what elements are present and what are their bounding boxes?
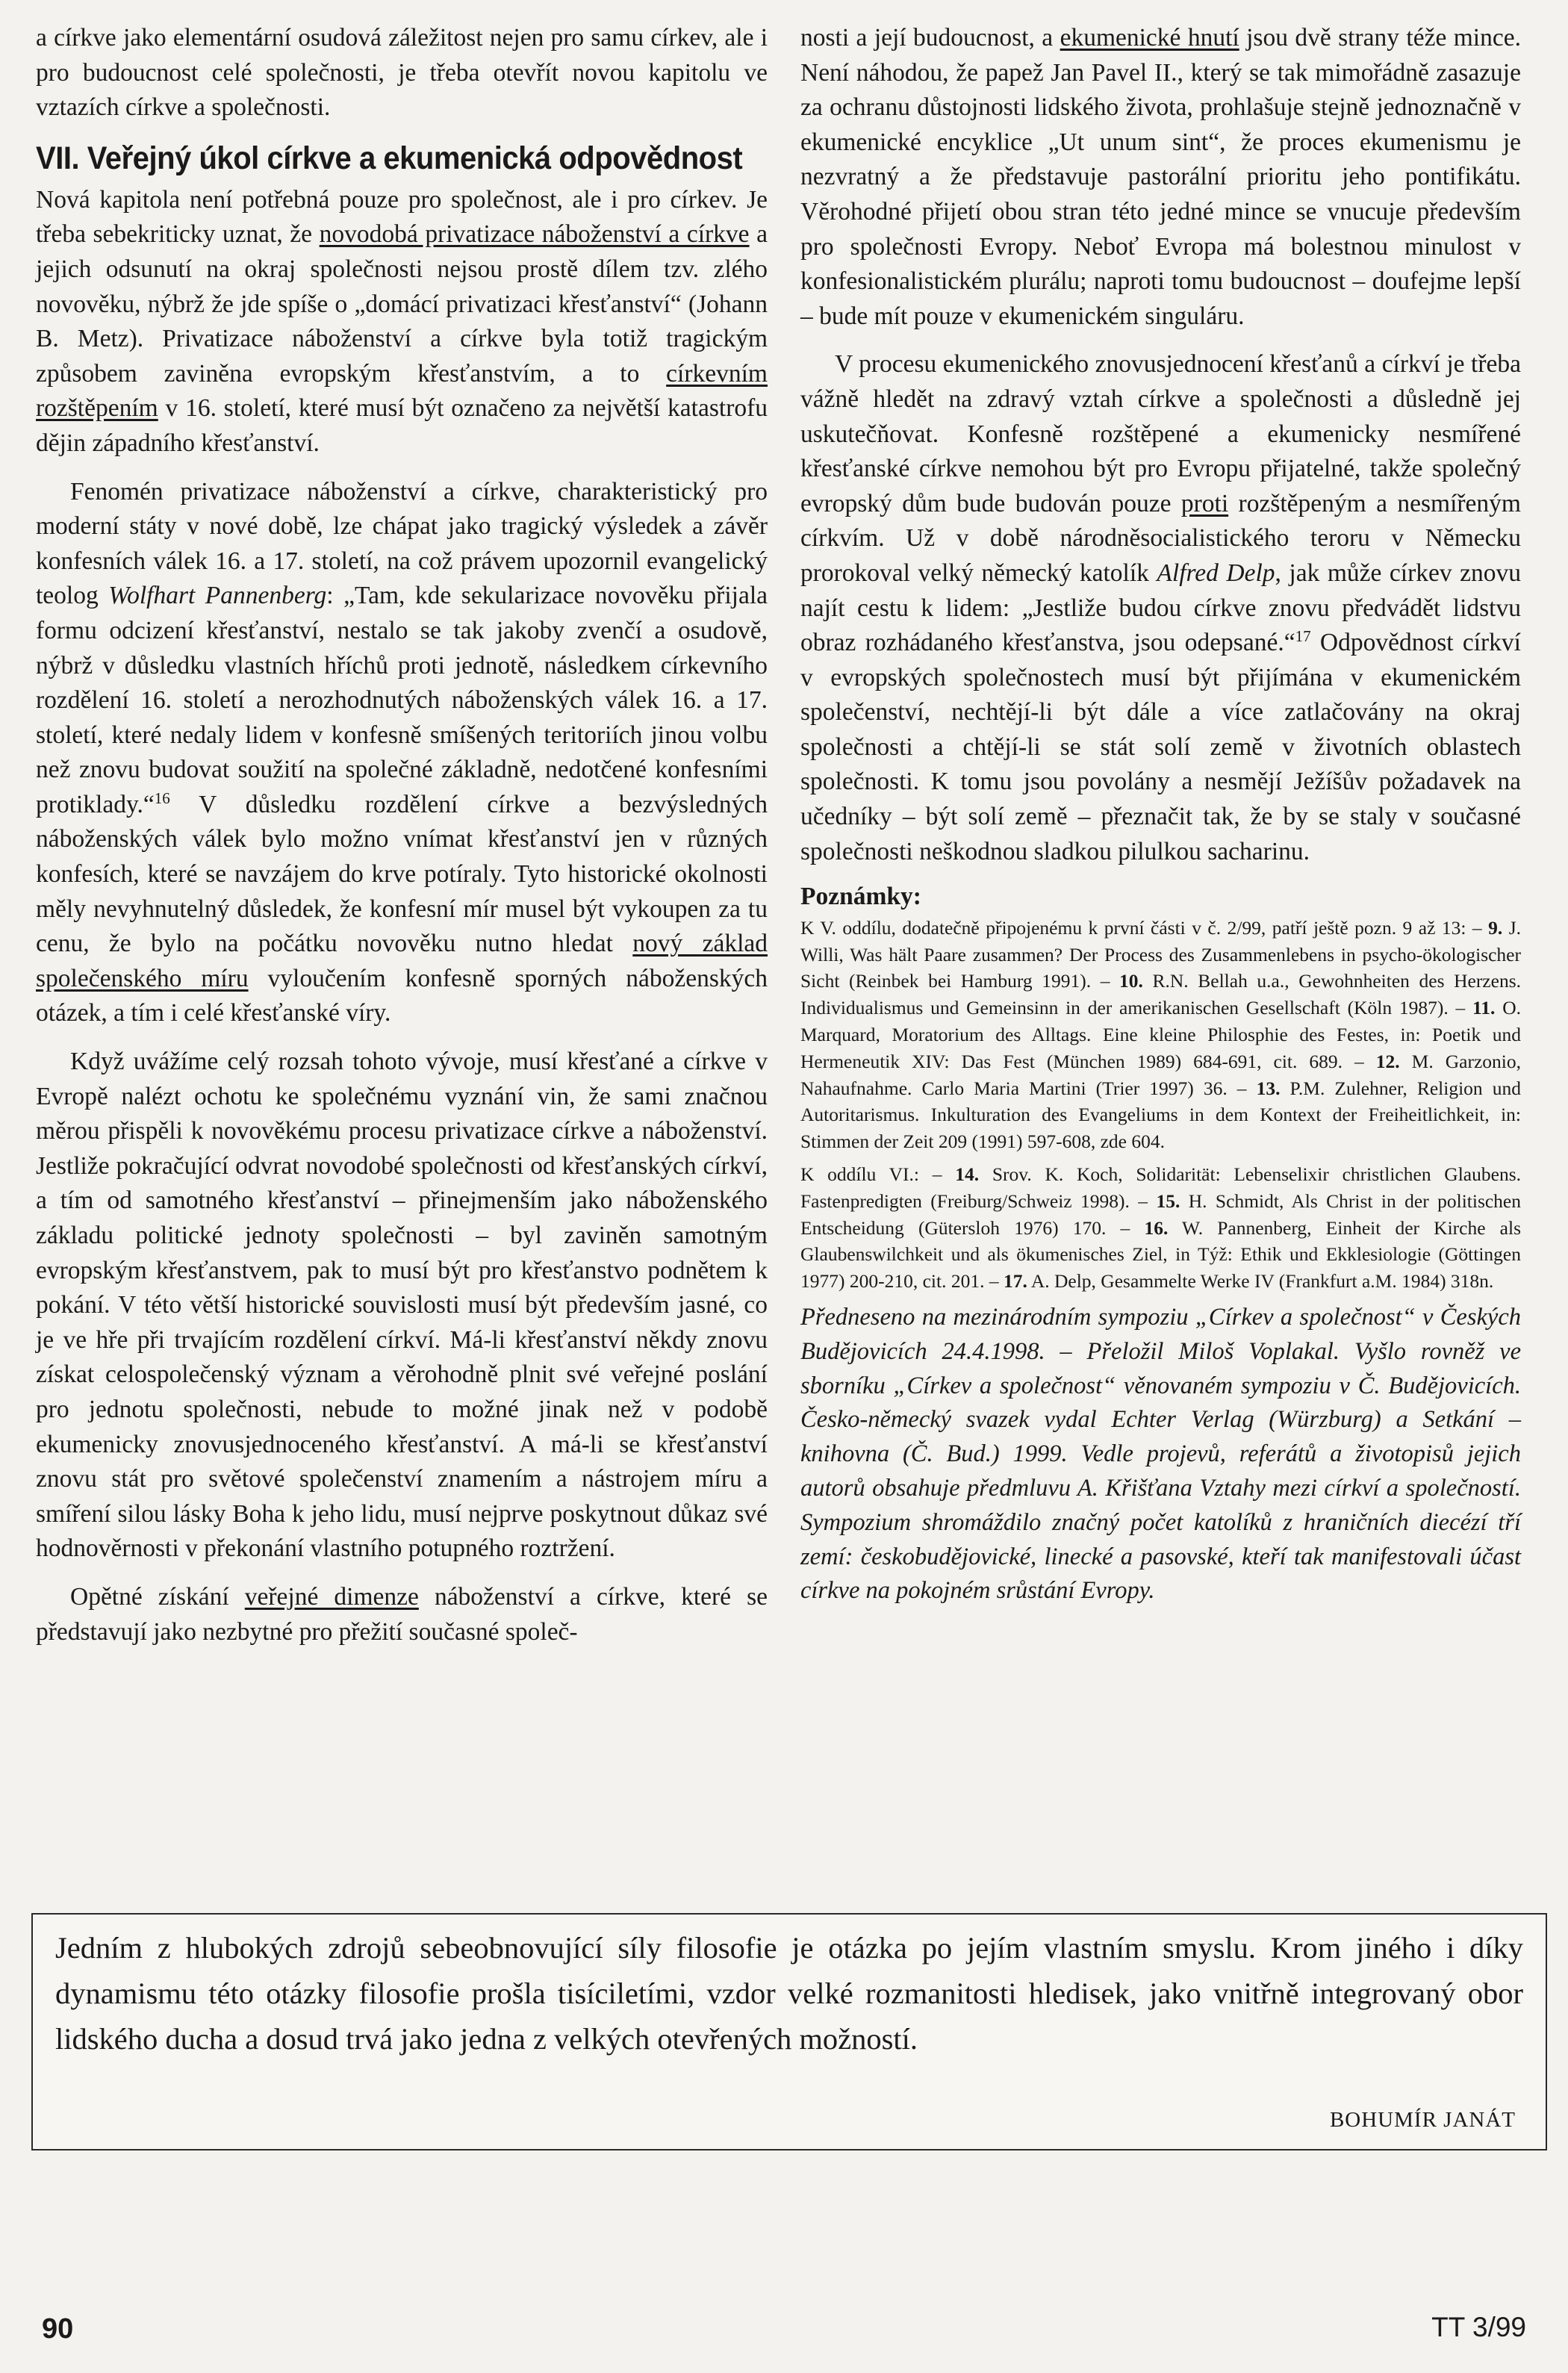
underlined-phrase: ekumenické hnutí <box>1060 24 1239 52</box>
notes-title: Poznámky: <box>800 883 921 911</box>
journal-issue: TT 3/99 <box>1431 2312 1526 2342</box>
paragraph-continued: a církve jako elementární osudová záležitost nejen pro samu církev, ale i pro budoucnost celé společnosti, je třeba otevřít novou kapitolu ve vztazích církve a společnosti. <box>36 24 768 122</box>
underlined-phrase: nový základ společenského míru <box>36 930 768 992</box>
note-block: K V. oddílu, dodatečně připojenému k první části v č. 2/99, patří ještě pozn. 9 až 13: – 9. J. Willi, Was hält Paare zusammen? Der Process des Zusammenlebens in psycho-ökologischer Sicht (Reinbek bei Hamburg 1991). – 10. R.N. Bellah u.a., Gewohnheiten des Herzens. Individualismus und Gemeinsinn in der amerikanischen Gesellschaft (Köln 1987). – 11. O. Marquard, Moratorium des Alltags. Eine kleine Philosphie des Festes, in: Poetik und Hermeneutik XIV: Das Fest (München 1989) 684-691, cit. 689. – 12. M. Garzonio, Nahaufnahme. Carlo Maria Martini (Trier 1997) 36. – 13. P.M. Zulehner, Religion und Autoritarismus. Inkulturation des Evangeliums in dem Kontext der Freiheitlichkeit, in: Stimmen der Zeit 209 (1991) 597-608, zde 604. <box>800 916 1521 1153</box>
section-heading: VII. Veřejný úkol církve a ekumenická odpovědnost <box>36 140 743 176</box>
underlined-phrase: veřejné dimenze <box>244 1582 419 1611</box>
underlined-phrase: proti <box>1180 489 1229 517</box>
footnote-ref: 17 <box>1295 626 1311 645</box>
paragraph-continued: nosti a její budoucnost, a ekumenické hnutí jsou dvě strany téže mince. Není náhodou, že papež Jan Pavel II., který se tak mimořádně zasazuje za ochranu důstojnosti lidského života, prohlašuje stejně jednoznačně v ekumenické encyklice „Ut unum sint“, že proces ekumenismu je nezvratný a že představuje pastorální prioritu jeho pontifikátu. Věrohodné přijetí obou stran této jedné mince se vnucuje především pro společnosti Evropy. Neboť Evropa má bolestnou minulost v konfesionalistickém plurálu; naproti tomu budoucnost – doufejme lepší – bude mít pouze v ekumenickém singuláru. <box>800 24 1521 330</box>
author-name: Wolfhart Pannenberg <box>108 582 327 610</box>
note-block: K oddílu VI.: – 14. Srov. K. Koch, Solidarität: Lebenselixir christlichen Glaubens. Fastenpredigten (Freiburg/Schweiz 1998). – 15. H. Schmidt, Als Christ in der politischen Entscheidung (Gütersloh 1976) 170. – 16. W. Pannenberg, Einheit der Kirche als Glaubenswilchkeit und als ökumenisches Ziel, in Týž: Ethik und Ekklesiologie (Göttingen 1977) 200-210, cit. 201. – 17. A. Delp, Gesammelte Werke IV (Frankfurt a.M. 1984) 318n. <box>800 1163 1522 1293</box>
page-number: 90 <box>42 2313 74 2345</box>
paragraph: Nová kapitola není potřebná pouze pro společnost, ale i pro církev. Je třeba sebekriticky uznat, že novodobá privatizace náboženství a církve a jejich odsunutí na okraj společnosti nejsou prostě dílem tzv. zlého novověku, nýbrž že jde spíše o „domácí privatizaci křesťanství“ (Johann B. Metz). Privatizace náboženství a církve byla totiž tragickým způsobem zaviněna evropským křesťanstvím, a to církevním rozštěpením v 16. století, které musí být označeno za největší katastrofu dějin západního křesťanství. <box>36 185 768 457</box>
quote-text: Jedním z hlubokých zdrojů sebeobnovující síly filosofie je otázka po jejím vlastním smyslu. Krom jiného i díky dynamismu této otázky filosofie prošla tisíciletími, vzdor velké rozmanitosti hledisek, jako vnitřně integrovaný obor lidského ducha a dosud trvá jako jedna z velkých otevřených možností. <box>55 1931 1523 2056</box>
quote-author: BOHUMÍR JANÁT <box>1329 2108 1516 2132</box>
paragraph: Opětné získání veřejné dimenze náboženství a církve, které se představují jako nezbytné pro přežití současné společ- <box>36 1582 768 1646</box>
left-column <box>36 21 768 1649</box>
paragraph: Když uvážíme celý rozsah tohoto vývoje, musí křesťané a církve v Evropě nalézt ochotu ke společnému vyznání vin, že sami značnou měrou přispěli k novověkému procesu privatizace církve a náboženství. Jestliže pokračující odvrat novodobé společnosti od křesťanských církví, a tím od samotného křesťanství – přinejmenším jako náboženského základu politické jednoty společnosti – byl zaviněn samotným evropským křesťanstvem, pak to musí být pro křesťanstvo podnětem k pokání. V této větší historické souvislosti musí být především jasné, co je ve hře při trvajícím rozdělení církví. Má-li křesťanství někdy znovu získat celospolečenský význam a věrohodně plnit své veřejné poslání pro jednotu společnosti, nebude to možné jinak než v podobě ekumenicky znovusjednoceného křesťanství. A má-li se křesťanství znovu stát pro světové společenství znamením a nástrojem míru a smíření silou lásky Boha k jeho lidu, musí nejprve poskytnout důkaz své hodnověrnosti v překonání vlastního potupného roztržení. <box>36 1048 768 1563</box>
author-name: Alfred Delp <box>1157 559 1275 587</box>
paragraph: V procesu ekumenického znovusjednocení křesťanů a církví je třeba vážně hledět na zdravý vztah církve a společnosti a důsledně jej uskutečňovat. Konfesně rozštěpené a ekumenicky nesmířené křesťanské církve nemohou být pro Evropu přijatelné, takže společný evropský dům bude budován pouze proti rozštěpeným a nesmířeným církvím. Už v době národněsocialistického teroru v Německu prorokoval velký německý katolík Alfred Delp, jak může církev znovu najít cestu k lidem: „Jestliže budou církve znovu předvádět lidstvu obraz rozhádaného křesťanstva, jsou odepsané.“$^{17}$ Odpovědnost církví v evropských společnostech musí být přijímána v ekumenickém společenství, nechtějí-li být dále a více zatlačovány na okraj společnosti a chtějí-li se stát solí země v životních oblastech společnosti. K tomu jsou povolány a nesmějí Ježíšův požadavek na učedníky – být solí země – přeznačit tak, že by se staly v současné společnosti neškodnou sladkou pilulkou sacharinu. <box>800 350 1522 865</box>
right-column <box>800 21 1521 1608</box>
underlined-phrase: církevním rozštěpením <box>36 359 768 423</box>
notes-section <box>800 880 1521 1295</box>
paragraph: Fenomén privatizace náboženství a církve, charakteristický pro moderní státy v nové době, lze chápat jako tragický výsledek a závěr konfesních válek 16. a 17. století, na což právem upozornil evangelický teolog Wolfhart Pannenberg: „Tam, kde sekularizace novověku přijala formu odcizení křesťanství, nestalo se tak jakoby zvenčí a osudově, nýbrž v důsledku vlastních hříchů proti jednotě, následkem církevního rozdělení 16. století a nerozhodnutých náboženských válek 16. a 17. století, které nedaly lidem v konfesně smíšených teritoriích jinou volbu než znovu budovat soužití na společné základně, nedotčené konfesními protiklady.“$^{16}$ V důsledku rozdělení církve a bezvýsledných náboženských válek bylo možno vnímat křesťanství jen v různých konfesích, které se navzájem do krve potíraly. Tyto historické okolnosti měly nevyhnutelný důsledek, že konfesní mír musel být vykoupen za tu cenu, že bylo na počátku novověku nutno hledat nový základ společenského míru vyloučením konfesně sporných náboženských otázek, a tím i celé křesťanské víry. <box>36 477 768 1027</box>
publication-credit: Předneseno na mezinárodním sympoziu „Církev a společnost“ v Českých Budějovicích 24.4.1998. – Přeložil Miloš Voplakal. Vyšlo rovněž ve sborníku „Církev a společnost“ věnovaném sympoziu v Č. Budějovicích. Česko-německý svazek vydal Echter Verlag (Würzburg) a Setkání – knihovna (Č. Bud.) 1999. Vedle projevů, referátů a životopisů jejich autorů obsahuje předmluvu A. Křišťana Vztahy mezi církví a společností. Sympozium shromáždilo značný počet katolíků z hraničních diecézí tří zemí: českobudějovické, linecké a pasovské, kteří tak manifestovali účast církve na pokojném srůstání Evropy. <box>800 1304 1521 1605</box>
quote-box <box>31 1913 1547 2150</box>
underlined-phrase: novodobá privatizace náboženství a církve <box>319 220 750 249</box>
footnote-ref: 16 <box>154 789 170 807</box>
